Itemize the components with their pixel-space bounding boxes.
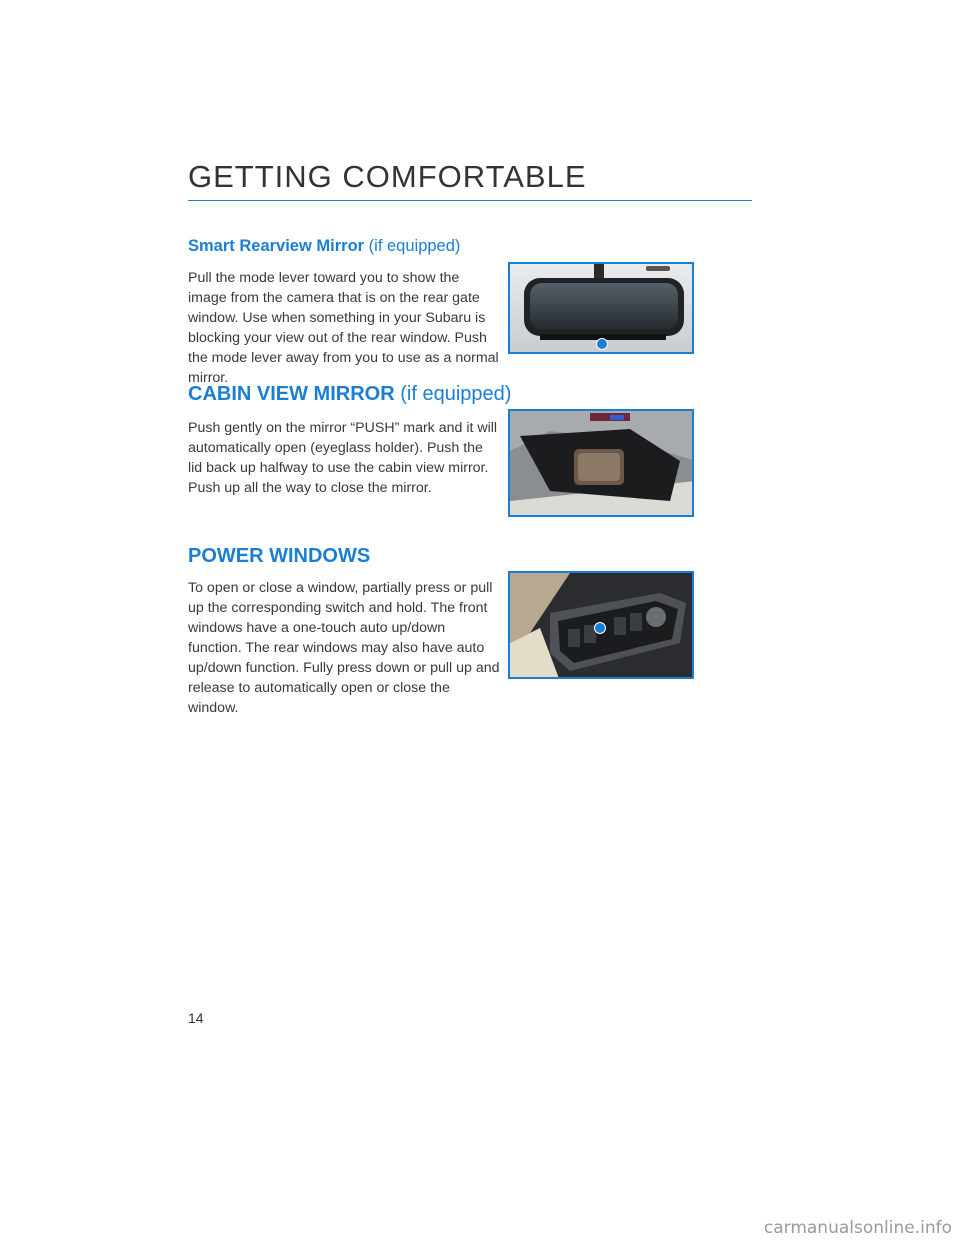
watermark: carmanualsonline.info — [763, 1218, 952, 1238]
section-power-windows — [188, 546, 698, 566]
section-body-power-windows: To open or close a window, partially press or pull up the corresponding switch and hold. The front windows have a one-touch auto up/down function. The rear windows may also have auto up/down function. Fully press down or pull up and release to automatically open or close the window. — [188, 580, 500, 716]
section-cabin-view-mirror — [188, 384, 698, 404]
section-title — [188, 384, 698, 404]
section-title — [188, 546, 698, 566]
rearview-mirror-photo — [508, 262, 694, 354]
power-windows-photo — [508, 571, 694, 679]
cabin-view-mirror-image — [510, 411, 694, 517]
chapter-title: GETTING COMFORTABLE — [188, 159, 587, 194]
mode-lever-marker — [596, 338, 608, 350]
section-title-sub: (if equipped) — [368, 237, 461, 255]
cabin-view-mirror-photo — [508, 409, 694, 517]
section-smart-rearview-mirror — [188, 238, 698, 255]
section-body-cabin-view-mirror: Push gently on the mirror “PUSH” mark and it will automatically open (eyeglass holder). Push the lid back up halfway to use the cabin view mirror. Push up all the way to close the mirror. — [188, 420, 498, 496]
section-title-main: CABIN VIEW MIRROR — [188, 383, 395, 405]
section-title-main: Smart Rearview Mirror — [188, 237, 365, 255]
page-header — [188, 160, 752, 201]
page-number: 14 — [188, 1010, 204, 1026]
section-body-smart-rearview-mirror: Pull the mode lever toward you to show the image from the camera that is on the rear gate window. Use when something in your Subaru is blocking your view out of the rear window. Push the mode lever away from you to use as a normal mirror. — [188, 270, 499, 386]
section-title-main: POWER WINDOWS — [188, 545, 371, 567]
header-rule — [188, 200, 752, 201]
window-switch-marker — [594, 622, 606, 634]
section-title — [188, 238, 698, 255]
section-title-sub: (if equipped) — [400, 383, 512, 405]
